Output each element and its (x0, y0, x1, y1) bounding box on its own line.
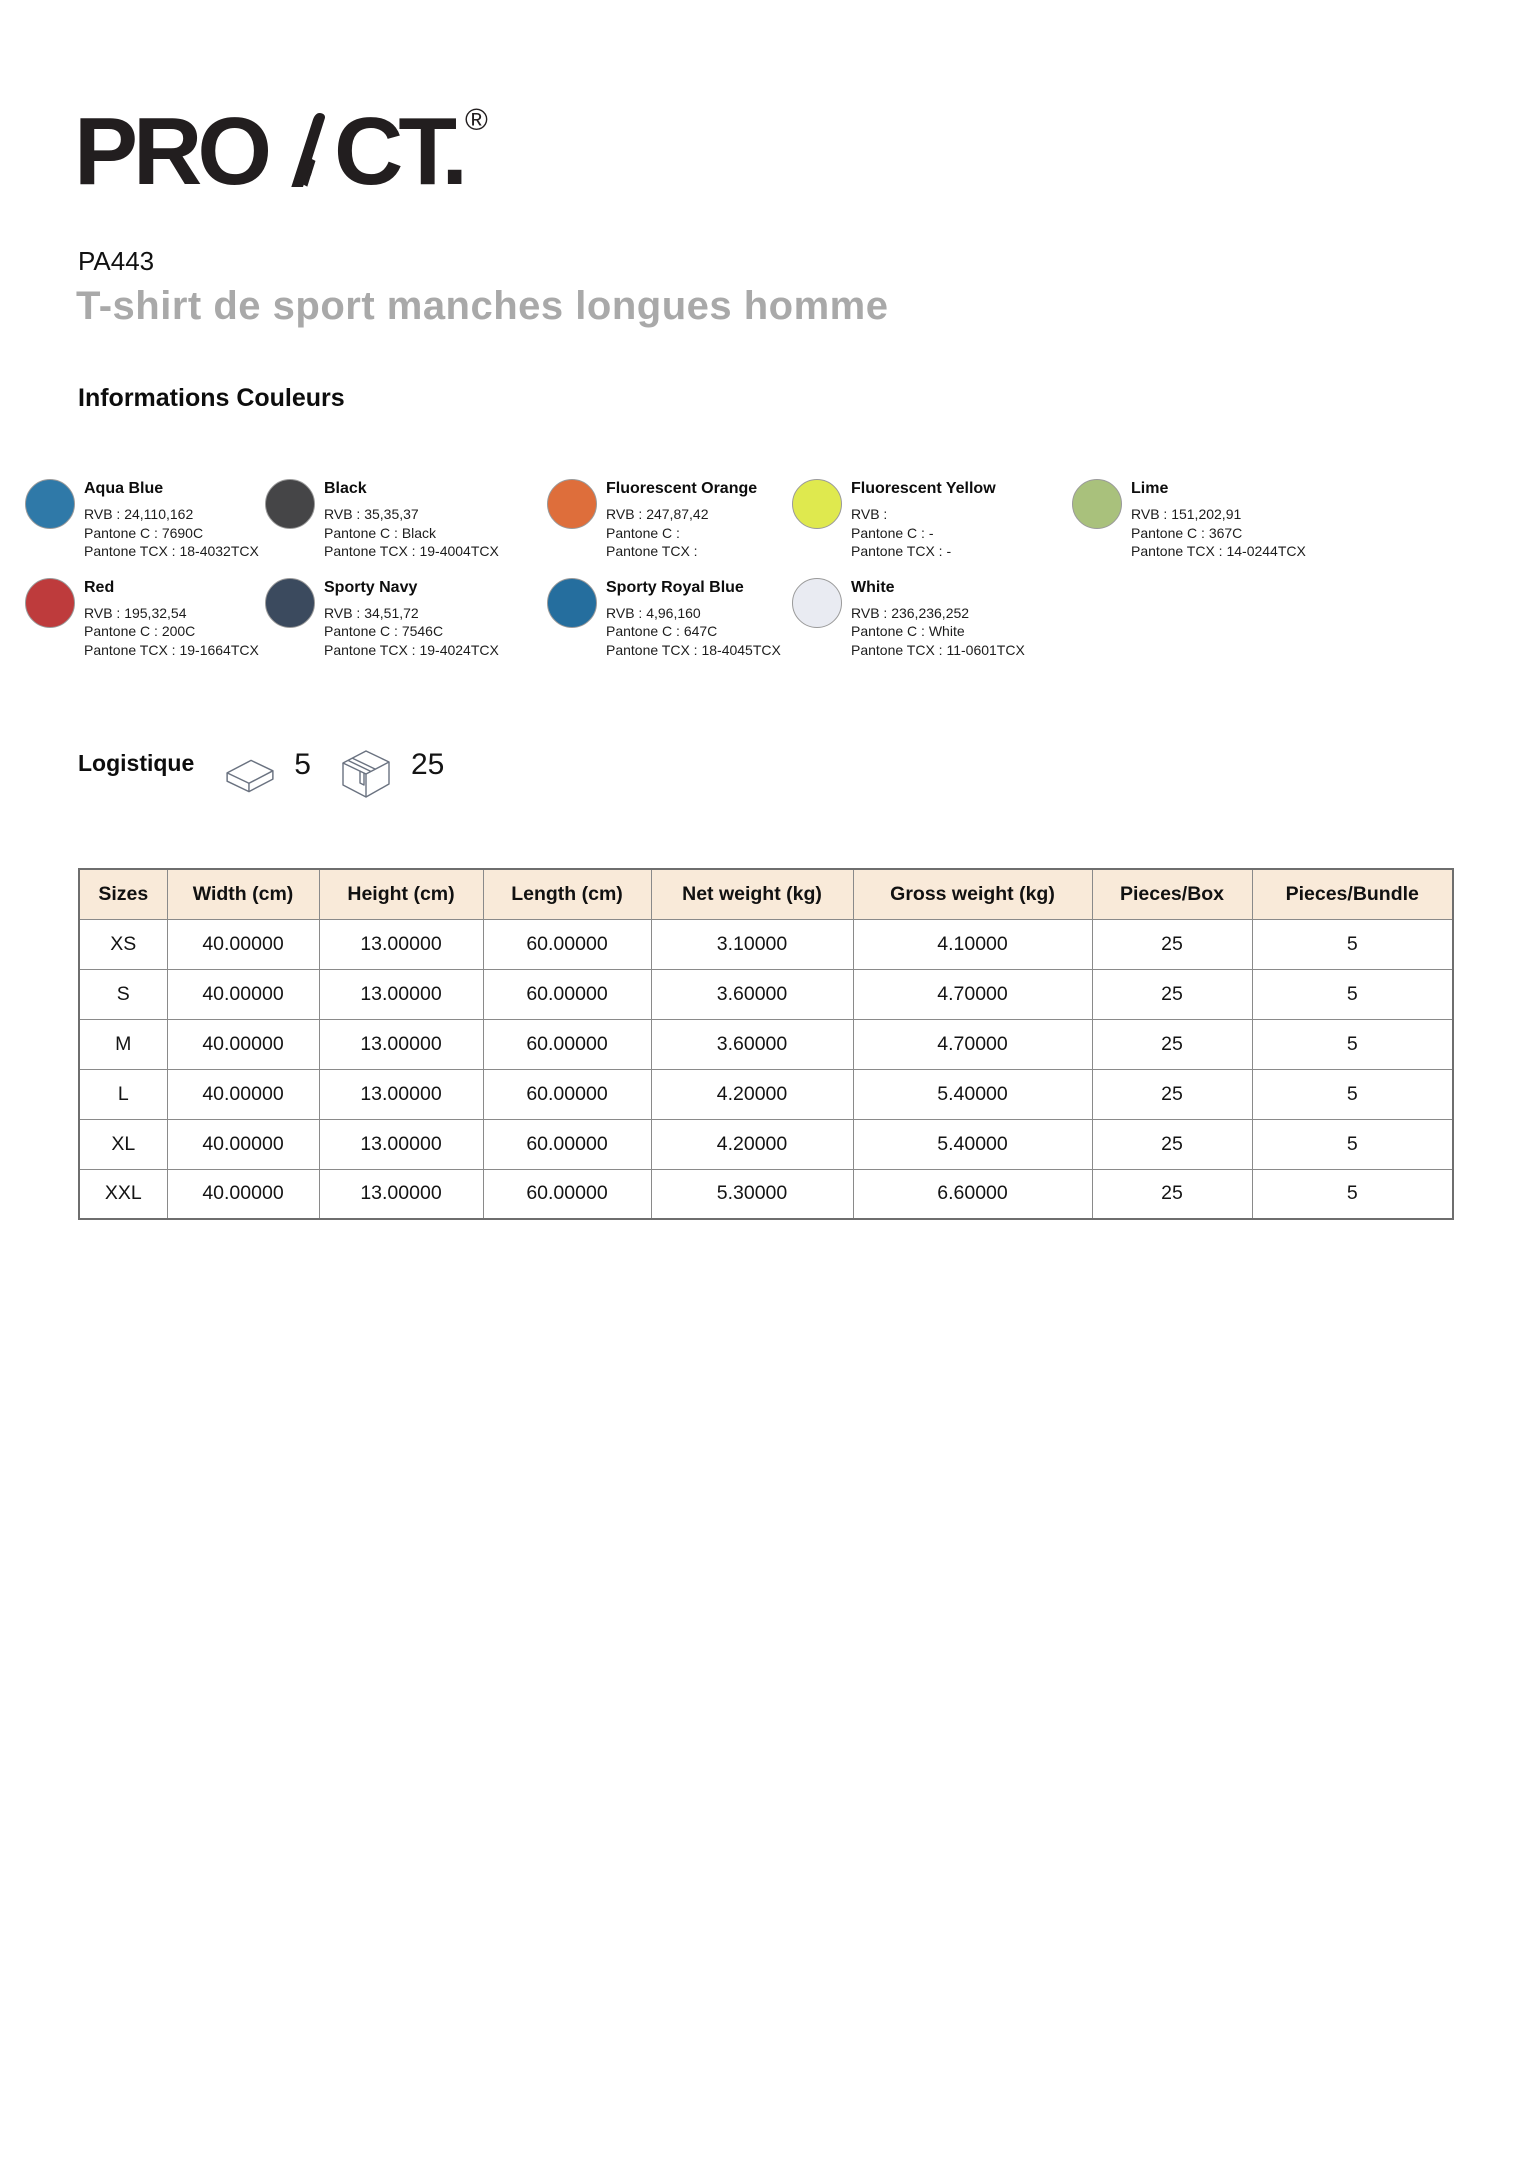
cell-length: 60.00000 (483, 919, 651, 969)
logo-slash-icon (275, 109, 331, 187)
color-name: Sporty Navy (324, 578, 418, 596)
cell-gross-weight: 4.10000 (853, 919, 1092, 969)
cell-width: 40.00000 (167, 1119, 319, 1169)
size-spec-table (78, 868, 1454, 1220)
logo-text-pre: PRO (74, 98, 268, 205)
color-rvb: RVB : (851, 506, 888, 522)
cell-gross-weight: 4.70000 (853, 969, 1092, 1019)
cell-width: 40.00000 (167, 969, 319, 1019)
registered-trademark-icon: ® (465, 102, 488, 137)
color-swatch (265, 479, 315, 529)
cell-size: L (79, 1069, 167, 1119)
cell-height: 13.00000 (319, 1019, 483, 1069)
table-row-xxl (79, 1169, 1453, 1219)
header-height: Height (cm) (319, 869, 483, 919)
header-sizes: Sizes (79, 869, 167, 919)
cell-pieces-bundle: 5 (1252, 1169, 1453, 1219)
color-pantone-c: Pantone C : (606, 524, 680, 541)
cell-height: 13.00000 (319, 969, 483, 1019)
pieces-per-bundle-count: 5 (294, 748, 311, 781)
cell-pieces-bundle: 5 (1252, 1069, 1453, 1119)
logo-text-post: CT. (334, 98, 464, 205)
table-row-xl (79, 1119, 1453, 1169)
color-rvb: RVB : 24,110,162 (84, 506, 194, 522)
color-card (792, 576, 1072, 660)
cell-pieces-box: 25 (1092, 1169, 1252, 1219)
cell-size: M (79, 1019, 167, 1069)
cell-pieces-box: 25 (1092, 1019, 1252, 1069)
color-name: Fluorescent Yellow (851, 480, 996, 497)
cell-length: 60.00000 (483, 1019, 651, 1069)
bundle-icon (224, 754, 276, 798)
color-rvb: RVB : 247,87,42 (606, 506, 709, 522)
color-card (25, 576, 265, 660)
page-title: T-shirt de sport manches longues homme (76, 284, 889, 328)
color-pantone-c: Pantone C : White (851, 623, 965, 639)
header-gross-weight: Gross weight (kg) (853, 869, 1092, 919)
color-name: Sporty Royal Blue (606, 578, 744, 596)
cell-pieces-bundle: 5 (1252, 1019, 1453, 1069)
cell-width: 40.00000 (167, 1069, 319, 1119)
color-swatch (792, 479, 842, 529)
color-pantone-tcx: Pantone TCX : 19-4004TCX (324, 543, 499, 559)
cell-height: 13.00000 (319, 919, 483, 969)
brand-logo (74, 98, 488, 205)
color-pantone-tcx: Pantone TCX : 19-4024TCX (324, 641, 499, 658)
color-name: Aqua Blue (84, 480, 164, 497)
color-swatch (1072, 479, 1122, 529)
color-name: White (851, 578, 895, 596)
header-pieces-box: Pieces/Box (1092, 869, 1252, 919)
carton-box-icon (339, 746, 393, 802)
cell-pieces-box: 25 (1092, 1119, 1252, 1169)
cell-length: 60.00000 (483, 1169, 651, 1219)
color-pantone-c: Pantone C : Black (324, 524, 437, 541)
color-card (792, 477, 1072, 561)
color-pantone-tcx: Pantone TCX : - (851, 543, 952, 559)
cell-size: XL (79, 1119, 167, 1169)
color-pantone-c: Pantone C : 200C (84, 623, 196, 639)
cell-pieces-box: 25 (1092, 919, 1252, 969)
color-pantone-tcx: Pantone TCX : 18-4045TCX (606, 641, 781, 658)
color-pantone-c: Pantone C : 367C (1131, 524, 1243, 541)
header-net-weight: Net weight (kg) (651, 869, 853, 919)
colors-section-title: Informations Couleurs (78, 384, 345, 412)
color-pantone-tcx: Pantone TCX : 18-4032TCX (84, 543, 259, 559)
color-swatch (547, 578, 597, 628)
table-row-m (79, 1019, 1453, 1069)
color-card (265, 576, 547, 660)
cell-size: XXL (79, 1169, 167, 1219)
color-grid (25, 477, 1392, 659)
color-pantone-tcx: Pantone TCX : 11-0601TCX (851, 641, 1025, 658)
color-swatch (792, 578, 842, 628)
color-name: Red (84, 578, 115, 596)
header-length: Length (cm) (483, 869, 651, 919)
color-rvb: RVB : 35,35,37 (324, 506, 419, 522)
cell-gross-weight: 4.70000 (853, 1019, 1092, 1069)
color-rvb: RVB : 4,96,160 (606, 604, 701, 621)
table-row-l (79, 1069, 1453, 1119)
color-swatch (25, 578, 75, 628)
color-name: Lime (1131, 480, 1169, 497)
cell-width: 40.00000 (167, 1019, 319, 1069)
cell-size: XS (79, 919, 167, 969)
color-rvb: RVB : 34,51,72 (324, 604, 419, 621)
cell-width: 40.00000 (167, 919, 319, 969)
cell-pieces-box: 25 (1092, 1069, 1252, 1119)
cell-net-weight: 3.10000 (651, 919, 853, 969)
header-width: Width (cm) (167, 869, 319, 919)
color-card (265, 477, 547, 561)
color-pantone-c: Pantone C : 7690C (84, 524, 204, 541)
cell-height: 13.00000 (319, 1169, 483, 1219)
color-card (547, 576, 792, 660)
table-row-s (79, 969, 1453, 1019)
logistics-section (78, 744, 444, 802)
color-name: Fluorescent Orange (606, 480, 758, 497)
logistics-title: Logistique (78, 750, 195, 776)
cell-net-weight: 4.20000 (651, 1069, 853, 1119)
cell-net-weight: 3.60000 (651, 969, 853, 1019)
color-swatch (25, 479, 75, 529)
cell-gross-weight: 6.60000 (853, 1169, 1092, 1219)
cell-net-weight: 5.30000 (651, 1169, 853, 1219)
cell-length: 60.00000 (483, 1119, 651, 1169)
cell-pieces-bundle: 5 (1252, 919, 1453, 969)
color-name: Black (324, 480, 367, 497)
pieces-per-box-count: 25 (410, 748, 445, 781)
cell-height: 13.00000 (319, 1069, 483, 1119)
cell-net-weight: 3.60000 (651, 1019, 853, 1069)
color-pantone-tcx: Pantone TCX : 14-0244TCX (1131, 543, 1306, 559)
color-card (25, 477, 265, 561)
color-swatch (265, 578, 315, 628)
color-pantone-c: Pantone C : 647C (606, 623, 718, 639)
color-card (1072, 477, 1392, 561)
product-code: PA443 (78, 246, 155, 276)
color-rvb: RVB : 236,236,252 (851, 604, 970, 621)
header-pieces-bundle: Pieces/Bundle (1252, 869, 1453, 919)
color-card (547, 477, 792, 561)
cell-gross-weight: 5.40000 (853, 1069, 1092, 1119)
color-pantone-tcx: Pantone TCX : 19-1664TCX (84, 641, 259, 658)
color-pantone-tcx: Pantone TCX : (606, 543, 698, 559)
color-pantone-c: Pantone C : 7546C (324, 623, 444, 639)
table-row-xs (79, 919, 1453, 969)
cell-height: 13.00000 (319, 1119, 483, 1169)
color-pantone-c: Pantone C : - (851, 524, 934, 541)
cell-width: 40.00000 (167, 1169, 319, 1219)
table-header-row (79, 869, 1453, 919)
color-rvb: RVB : 151,202,91 (1131, 506, 1242, 522)
cell-gross-weight: 5.40000 (853, 1119, 1092, 1169)
cell-length: 60.00000 (483, 969, 651, 1019)
cell-pieces-bundle: 5 (1252, 1119, 1453, 1169)
color-rvb: RVB : 195,32,54 (84, 604, 187, 621)
cell-length: 60.00000 (483, 1069, 651, 1119)
cell-pieces-box: 25 (1092, 969, 1252, 1019)
cell-size: S (79, 969, 167, 1019)
cell-pieces-bundle: 5 (1252, 969, 1453, 1019)
color-swatch (547, 479, 597, 529)
cell-net-weight: 4.20000 (651, 1119, 853, 1169)
